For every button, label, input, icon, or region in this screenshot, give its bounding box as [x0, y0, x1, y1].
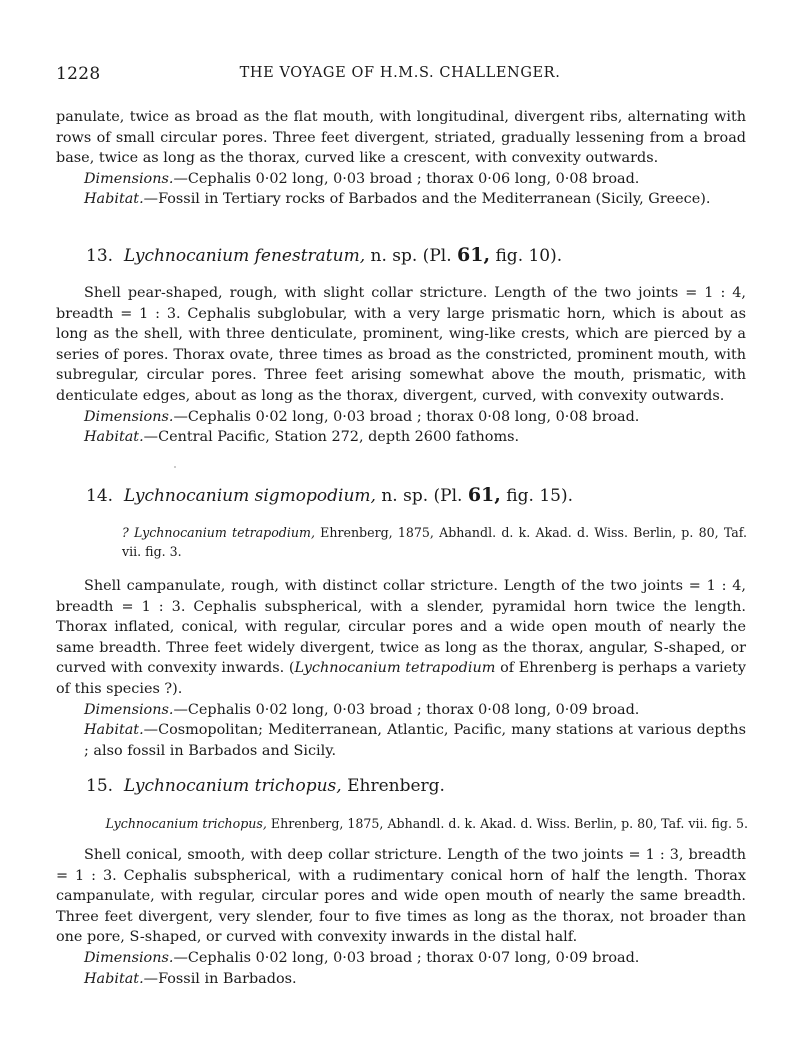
habitat-text: —Central Pacific, Station 272, depth 2600 fathoms. [143, 429, 520, 446]
continuation-dimensions [56, 169, 746, 190]
running-title: THE VOYAGE OF H.M.S. CHALLENGER. [239, 65, 561, 81]
species-dimensions [56, 700, 746, 721]
description-italic-name: Lychnocanium tetrapodium [294, 660, 496, 677]
dimensions-text: —Cephalis 0·02 long, 0·03 broad ; thorax 0·06 long, 0·08 broad. [173, 170, 640, 187]
species-number: 14. [86, 486, 114, 506]
species-heading [86, 244, 562, 266]
species-dimensions [56, 407, 746, 428]
species-name: Lychnocanium fenestratum, [123, 246, 366, 266]
habitat-text: —Cosmopolitan; Mediterranean, Atlantic, Pacific, many stations at various depths ; also fossil in Barbados and Sicily. [84, 722, 746, 759]
continuation-description: panulate, twice as broad as the flat mouth, with longitudinal, divergent ribs, alternating with rows of small circular pores. Three feet divergent, striated, gradually lessening from a broad base, twice as long as the thorax, curved like a crescent, with convexity outwards. [56, 109, 746, 167]
habitat-text: —Fossil in Barbados. [143, 970, 297, 987]
species-description: Shell conical, smooth, with deep collar stricture. Length of the two joints = 1 : 3, breadth = 1 : 3. Cephalis subspherical, with a rudimentary conical horn of half the length. Thorax campanulate, with regular, circular pores and wide open mouth of nearly the same breadth. Three feet divergent, very slender, four to five times as long as the thorax, not broader than one pore, S-shaped, or curved with convexity inwards in the distal half. [56, 847, 746, 946]
dimensions-text: —Cephalis 0·02 long, 0·03 broad ; thorax 0·07 long, 0·09 broad. [173, 949, 640, 966]
description-text: Shell campanulate, rough, with distinct collar stricture. Length of the two joints = 1 : 4, breadth = 1 : 3. Cephalis subspherical, with a slender, pyramidal horn twice the length. Thorax inflated, conical, with regular, circular pores and a wide open mouth of nearly the same breadth. Three feet widely divergent, twice as long as the thorax, angular, S-shaped, or curved with convexity inwards. ( [56, 578, 746, 677]
figure-ref: fig. 10). [490, 246, 563, 266]
synonym-citation: Ehrenberg, 1875, Abhandl. d. k. Akad. d. Wiss. Berlin, p. 80, Taf. vii. fig. 3. [122, 525, 747, 559]
species-description: Shell pear-shaped, rough, with slight collar stricture. Length of the two joints = 1 : 4, breadth = 1 : 3. Cephalis subglobular, with a very large prismatic horn, which is about as long as the shell, with three denticulate, prominent, wing-like crests, which are pierced by a series of pores. Thorax ovate, three times as broad as the constricted, prominent mouth, with subregular, circular pores. Three feet arising somewhat above the mouth, prismatic, with denticulate edges, about as long as the thorax, divergent, curved, with convexity outwards. [56, 285, 746, 404]
page-number: 1228 [56, 64, 101, 84]
species-name: Lychnocanium trichopus, [123, 776, 342, 796]
continuation-habitat [56, 189, 746, 210]
species-body [56, 283, 746, 448]
species-number: 13. [86, 246, 114, 266]
species-authority: n. sp. (Pl. [375, 486, 468, 506]
description-text-end: of Ehrenberg is perhaps a variety of this species ?). [56, 660, 746, 697]
dimensions-label: Dimensions. [84, 949, 174, 966]
synonym-name: Lychnocanium trichopus, [105, 816, 267, 831]
species-heading [86, 484, 573, 506]
species-number: 15. [86, 776, 114, 796]
species-description [56, 576, 746, 700]
dimensions-text: —Cephalis 0·02 long, 0·03 broad ; thorax 0·08 long, 0·09 broad. [173, 701, 640, 718]
dimensions-label: Dimensions. [84, 170, 174, 187]
synonym-reference [122, 523, 747, 561]
synonym-citation: Ehrenberg, 1875, Abhandl. d. k. Akad. d. Wiss. Berlin, p. 80, Taf. vii. fig. 5. [266, 816, 748, 831]
species-habitat [56, 720, 746, 761]
synonym-name: ? Lychnocanium tetrapodium, [122, 525, 315, 540]
species-body [56, 845, 746, 989]
plate-number: 61, [467, 484, 501, 506]
habitat-text: —Fossil in Tertiary rocks of Barbados and the Mediterranean (Sicily, Greece). [143, 191, 711, 208]
synonym-reference [56, 814, 748, 833]
habitat-label: Habitat. [84, 970, 144, 987]
dimensions-text: —Cephalis 0·02 long, 0·03 broad ; thorax 0·08 long, 0·08 broad. [173, 408, 640, 425]
species-authority: n. sp. (Pl. [365, 246, 457, 266]
habitat-label: Habitat. [84, 722, 144, 739]
species-heading [86, 776, 445, 796]
species-body [56, 576, 746, 761]
species-habitat [56, 969, 746, 990]
dimensions-label: Dimensions. [84, 408, 174, 425]
habitat-label: Habitat. [84, 191, 144, 208]
species-habitat [56, 427, 746, 448]
species-dimensions [56, 948, 746, 969]
species-authority: Ehrenberg. [341, 776, 445, 796]
plate-number: 61, [457, 244, 491, 266]
habitat-label: Habitat. [84, 429, 144, 446]
continuation-block [56, 107, 746, 210]
dimensions-label: Dimensions. [84, 701, 174, 718]
print-speck [174, 466, 176, 468]
species-name: Lychnocanium sigmopodium, [123, 486, 376, 506]
figure-ref: fig. 15). [500, 486, 573, 506]
